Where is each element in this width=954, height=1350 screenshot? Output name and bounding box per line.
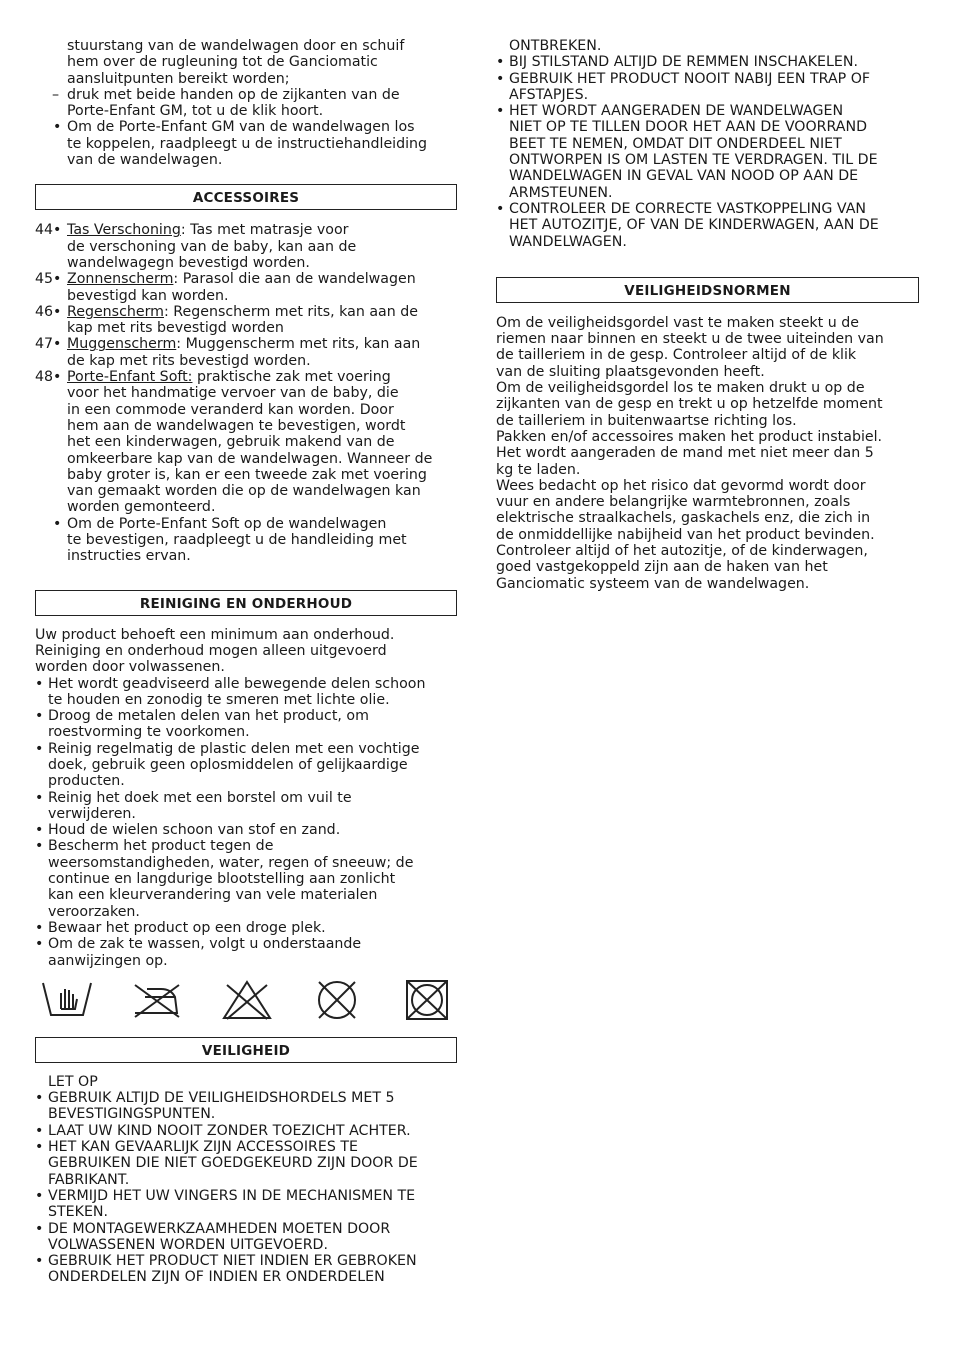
- item-term: Porte-Enfant Soft:: [67, 369, 193, 386]
- accessoires-list: [35, 222, 457, 564]
- bullet-item: [35, 516, 457, 565]
- text-line: hem aan de wandelwagen te bevestigen, wordt: [67, 417, 406, 434]
- bullet-item: [496, 71, 919, 104]
- text-line: • Het wordt geadviseerd alle bewegende delen schoon: [48, 675, 426, 692]
- item-number: 47•: [35, 336, 62, 353]
- item-number: 45•: [35, 271, 62, 288]
- text-line: van de sluiting plaatsgevonden heeft.: [496, 363, 765, 380]
- care-symbols: [35, 979, 457, 1023]
- section-header-accessoires: ACCESSOIRES: [35, 184, 457, 210]
- text-line: • GEBRUIK ALTIJD DE VEILIGHEIDSHORDELS MET 5: [48, 1090, 395, 1107]
- accessory-item: [35, 304, 457, 337]
- dash-item: [35, 87, 457, 120]
- item-term: Muggenscherm: [67, 336, 177, 353]
- text-line: veroorzaken.: [48, 903, 140, 920]
- text-line: • GEBRUIK HET PRODUCT NIET INDIEN ER GEBROKEN: [48, 1253, 417, 1270]
- text-line: kan een kleurverandering van vele materialen: [48, 887, 378, 904]
- text-line: kap met rits bevestigd worden: [67, 320, 284, 337]
- text-line: ARMSTEUNEN.: [509, 184, 613, 201]
- bullet-item: [35, 1123, 457, 1139]
- text-line: te houden en zonodig te smeren met lichte olie.: [48, 691, 390, 708]
- text-line: continue en langdurige blootstelling aan zonlicht: [48, 871, 396, 888]
- text-line: Wees bedacht op het risico dat gevormd wordt door: [496, 477, 866, 494]
- text-line: • DE MONTAGEWERKZAAMHEDEN MOETEN DOOR: [48, 1220, 391, 1237]
- text-line: worden door volwassenen.: [35, 659, 225, 676]
- text-line: producten.: [48, 773, 125, 790]
- text-line: • Om de Porte-Enfant Soft op de wandelwagen: [67, 515, 387, 532]
- veiligheid-list: [35, 1090, 457, 1286]
- accessory-item: [35, 222, 457, 271]
- text-line: • Reinig het doek met een borstel om vuil te: [48, 789, 352, 806]
- text-line: de tailleriem in buitenwaartse richting los.: [496, 412, 797, 429]
- item-term: Regenscherm: [67, 303, 164, 320]
- bullet-item: [35, 920, 457, 936]
- text-line: te bevestigen, raadpleegt u de handleiding met: [67, 532, 407, 549]
- text-line: doek, gebruik geen oplosmiddelen of gelijkaardige: [48, 756, 408, 773]
- text-line: VOLWASSENEN WORDEN UITGEVOERD.: [48, 1236, 328, 1253]
- text-line: • Houd de wielen schoon van stof en zand.: [48, 822, 341, 839]
- text-line: • HET WORDT AANGERADEN DE WANDELWAGEN: [509, 103, 844, 120]
- text-line: • Droog de metalen delen van het product, om: [48, 708, 369, 725]
- text-line: • Bewaar het product op een droge plek.: [48, 919, 326, 936]
- text-line: kg te laden.: [496, 461, 581, 478]
- text-line: goed vastgekoppeld zijn aan de haken van het: [496, 559, 828, 576]
- text-line: STEKEN.: [48, 1204, 109, 1221]
- text-line: de tailleriem in de gesp. Controleer altijd of de klik: [496, 347, 857, 364]
- bullet-item: [35, 1221, 457, 1254]
- bullet-item: [35, 119, 457, 168]
- text-line: ONDERDELEN ZIJN OF INDIEN ER ONDERDELEN: [48, 1269, 385, 1286]
- text-line: Porte-Enfant GM, tot u de klik hoort.: [67, 103, 324, 120]
- text-line: elektrische straalkachels, gaskachels enz, die zich in: [496, 510, 871, 527]
- text-line: in een commode veranderd kan worden. Door: [67, 401, 394, 418]
- text-line: GEBRUIKEN DIE NIET GOEDGEKEURD ZIJN DOOR DE: [48, 1155, 418, 1172]
- left-column: [35, 38, 457, 1286]
- text-line: WANDELWAGEN IN GEVAL VAN NOOD OP AAN DE: [509, 168, 859, 185]
- no-bleach-icon: [221, 979, 273, 1021]
- text-line: aansluitpunten bereikt worden;: [67, 70, 290, 87]
- text-line: de onmiddellijke nabijheid van het product bevinden.: [496, 526, 875, 543]
- item-desc: : Muggenscherm met rits, kan aan: [176, 336, 421, 353]
- text-line: Het wordt aangeraden de mand met niet meer dan 5: [496, 445, 874, 462]
- item-desc: : Tas met matrasje voor: [180, 222, 349, 239]
- text-line: Pakken en/of accessoires maken het product instabiel.: [496, 428, 883, 445]
- section-header-veiligheidsnormen: VEILIGHEIDSNORMEN: [496, 277, 919, 303]
- item-desc: : Regenscherm met rits, kan aan de: [164, 303, 418, 320]
- bullet-item: [35, 936, 457, 969]
- item-term: Zonnenscherm: [67, 271, 174, 288]
- text-line: de kap met rits bevestigd worden.: [67, 352, 311, 369]
- text-line: • Bescherm het product tegen de: [48, 838, 274, 855]
- bullet-item: [35, 741, 457, 790]
- text-line: van gemaakt worden die op de wandelwagen kan: [67, 483, 421, 500]
- item-number: 44•: [35, 222, 62, 239]
- text-line: • LAAT UW KIND NOOIT ZONDER TOEZICHT ACHTER.: [48, 1122, 411, 1139]
- text-line: Ganciomatic systeem van de wandelwagen.: [496, 575, 810, 592]
- text-line: roestvorming te voorkomen.: [48, 724, 250, 741]
- text-line: verwijderen.: [48, 805, 136, 822]
- text-line: – druk met beide handen op de zijkanten van de: [67, 86, 400, 103]
- text-line: NIET OP TE TILLEN DOOR HET AAN DE VOORRAND: [509, 119, 867, 136]
- text-line: AFSTAPJES.: [509, 86, 589, 103]
- text-line: de verschoning van de baby, kan aan de: [67, 238, 357, 255]
- text-line: • HET KAN GEVAARLIJK ZIJN ACCESSOIRES TE: [48, 1139, 358, 1156]
- text-line: WANDELWAGEN.: [509, 233, 627, 250]
- text-line: • Om de zak te wassen, volgt u onderstaande: [48, 936, 362, 953]
- accessory-item: [35, 271, 457, 304]
- text-line: riemen naar binnen en steekt u de twee uiteinden van: [496, 331, 884, 348]
- text-line: • Reinig regelmatig de plastic delen met een vochtige: [48, 740, 420, 757]
- veiligheidsnormen-text: [496, 315, 919, 592]
- text-line: bevestigd kan worden.: [67, 287, 229, 304]
- bullet-item: [35, 1188, 457, 1221]
- no-dry-clean-icon: [311, 979, 363, 1021]
- bullet-item: [496, 103, 919, 201]
- text-line: voor het handmatige vervoer van de baby, die: [67, 385, 399, 402]
- accessory-item: [35, 369, 457, 516]
- reiniging-section: [35, 627, 457, 969]
- text-line: instructies ervan.: [67, 548, 191, 565]
- text-line: baby groter is, kan er een tweede zak met voering: [67, 466, 427, 483]
- text-line: • GEBRUIK HET PRODUCT NOOIT NABIJ EEN TRAP OF: [509, 70, 871, 87]
- intro-text: [35, 38, 457, 87]
- text-line: Controleer altijd of het autozitje, of de kinderwagen,: [496, 543, 868, 560]
- text-line: worden gemonteerd.: [67, 499, 216, 516]
- bullet-item: [35, 822, 457, 838]
- text-line: aanwijzingen op.: [48, 952, 168, 969]
- text-line: omkeerbare kap van de wandelwagen. Wanneer de: [67, 450, 433, 467]
- item-desc: : Parasol die aan de wandelwagen: [173, 271, 416, 288]
- bullet-item: [35, 1253, 457, 1286]
- section-header-veiligheid: VEILIGHEID: [35, 1037, 457, 1063]
- bullet-item: [496, 54, 919, 70]
- text-line: FABRIKANT.: [48, 1171, 130, 1188]
- accessory-item: [35, 336, 457, 369]
- text-line: Reiniging en onderhoud mogen alleen uitgevoerd: [35, 642, 387, 659]
- item-number: 46•: [35, 303, 62, 320]
- text-line: stuurstang van de wandelwagen door en schuif: [67, 38, 405, 54]
- text-line: Om de veiligheidsgordel los te maken drukt u op de: [496, 380, 865, 397]
- text-line: het een kinderwagen, gebruik makend van de: [67, 434, 395, 451]
- item-term: Tas Verschoning: [67, 222, 181, 239]
- section-header-reiniging: REINIGING EN ONDERHOUD: [35, 590, 457, 616]
- bullet-item: [35, 676, 457, 709]
- no-iron-icon: [131, 979, 183, 1021]
- item-desc: praktische zak met voering: [192, 369, 391, 386]
- text-line: te koppelen, raadpleegt u de instructiehandleiding: [67, 135, 428, 152]
- text-line: • CONTROLEER DE CORRECTE VASTKOPPELING VAN: [509, 200, 867, 217]
- item-number: 48•: [35, 369, 62, 386]
- bullet-item: [35, 708, 457, 741]
- text-line: HET AUTOZITJE, OF VAN DE KINDERWAGEN, AAN DE: [509, 217, 879, 234]
- text-line: • VERMIJD HET UW VINGERS IN DE MECHANISMEN TE: [48, 1187, 416, 1204]
- text-line: BEET TE NEMEN, OMDAT DIT ONDERDEEL NIET: [509, 135, 842, 152]
- right-column: [496, 38, 919, 592]
- bullet-item: [496, 201, 919, 250]
- text-line: BEVESTIGINGSPUNTEN.: [48, 1106, 216, 1123]
- text-line: vuur en andere belangrijke warmtebronnen, zoals: [496, 494, 851, 511]
- bullet-item: [35, 790, 457, 823]
- text-line: Uw product behoeft een minimum aan onderhoud.: [35, 626, 395, 643]
- text-line: hem over de rugleuning tot de Ganciomatic: [67, 54, 378, 71]
- bullet-item: [35, 1090, 457, 1123]
- bullet-item: [35, 1139, 457, 1188]
- text-line: van de wandelwagen.: [67, 152, 223, 169]
- bullet-item: [35, 838, 457, 919]
- let-op-label: LET OP: [48, 1073, 98, 1090]
- text-line: ONTWORPEN IS OM LASTEN TE VERDRAGEN. TIL DE: [509, 152, 878, 169]
- text-line: ONTBREKEN.: [509, 38, 602, 54]
- text-line: Om de veiligheidsgordel vast te maken steekt u de: [496, 314, 859, 331]
- hand-wash-icon: [41, 979, 93, 1021]
- text-line: wandelwagegn bevestigd worden.: [67, 254, 310, 271]
- text-line: weersomstandigheden, water, regen of sneeuw; de: [48, 854, 414, 871]
- text-line: • Om de Porte-Enfant GM van de wandelwagen los: [67, 119, 415, 136]
- text-line: zijkanten van de gesp en trekt u op hetzelfde moment: [496, 396, 883, 413]
- no-tumble-dry-icon: [401, 979, 453, 1021]
- text-line: • BIJ STILSTAND ALTIJD DE REMMEN INSCHAKELEN.: [509, 54, 858, 71]
